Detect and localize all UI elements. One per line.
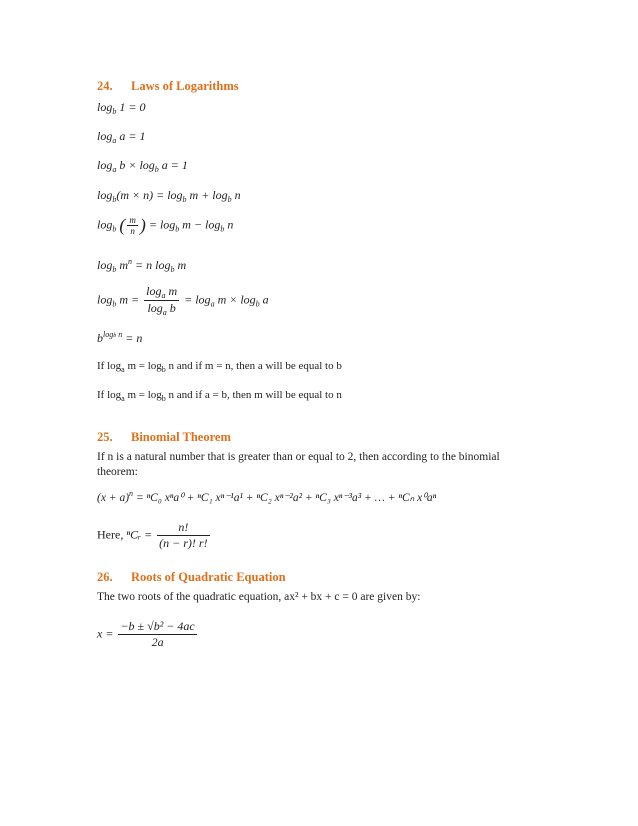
section-number: 25. <box>97 430 113 444</box>
log-formula-8: $b^{logb n} = n$ <box>97 330 143 345</box>
binomial-expansion: $(x + a)^n = ^nC_0$ xⁿa⁰ + ⁿC₁ xⁿ⁻¹a¹ + ⁿC₂ xⁿ⁻²a² + ⁿC₃ xⁿ⁻³a³ + … + ⁿCₙ x⁰aⁿ <box>97 489 437 504</box>
log-condition-2: If $\log_a m = \log_b n$ and if a = b, then m will be equal to n <box>97 389 342 403</box>
log-condition-1: If $\log_a m = \log_b n$ and if m = n, then a will be equal to b <box>97 360 342 374</box>
section-title: Laws of Logarithms <box>131 79 239 93</box>
section-title: Roots of Quadratic Equation <box>131 570 286 584</box>
binomial-coefficient-definition: Here, ⁿCᵣ = $\frac{n!}{(n - r)! r!}$ <box>97 520 208 550</box>
binomial-intro: If n is a natural number that is greater than or equal to 2, then according to the binomial theorem: <box>97 451 500 478</box>
log-formula-4: $\log_b(m \times n) = \log_b m + \log_b n$ <box>97 188 241 204</box>
section-26-heading <box>97 570 286 585</box>
section-title: Binomial Theorem <box>131 430 231 444</box>
log-formula-2: $\log_a a = 1$ <box>97 129 146 145</box>
log-formula-3: $\log_a b \times \log_b a = 1$ <box>97 158 188 174</box>
log-formula-7: $\log_b m$ = $\frac{\log_a m}{\log_a b}$ = $\log_a m \times \log_b a$ <box>97 284 269 317</box>
section-number: 26. <box>97 570 113 584</box>
log-formula-6: $\log_b m^n = n$ $\log_b m$ <box>97 257 187 274</box>
log-formula-1: $\log_b 1 = 0$ <box>97 100 146 116</box>
section-number: 24. <box>97 79 113 93</box>
quadratic-intro: The two roots of the quadratic equation, ax² + bx + c = 0 are given by: <box>97 591 421 603</box>
log-formula-5: $\log_b$ ( $\frac{m}{n}$ ) = $\log_b m - \log_b n$ <box>97 215 234 236</box>
section-25-heading <box>97 430 231 445</box>
section-24-heading <box>97 79 239 94</box>
quadratic-formula: x = $\frac{\text{−b ± √b² − 4ac}}{2a}$ <box>97 619 195 649</box>
